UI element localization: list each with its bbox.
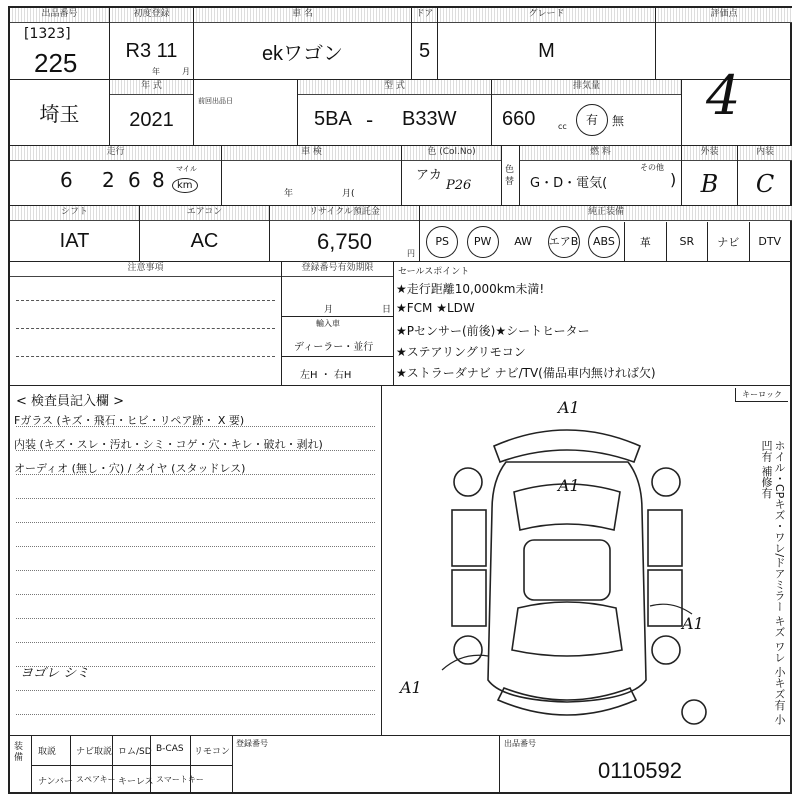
left-front-door-shape — [452, 510, 486, 566]
reg-label: 登録番号有効期限 — [282, 262, 393, 277]
fuel-label: 燃 料 — [520, 146, 681, 161]
first-reg-value: R3 11 — [125, 40, 178, 62]
equipment-list — [422, 222, 790, 261]
exterior-cell — [682, 146, 738, 205]
equipment-item — [750, 222, 790, 261]
divider — [282, 316, 393, 317]
damage-mark: A1 — [558, 398, 580, 417]
accessory-remote: リモコン — [194, 747, 231, 757]
ruled-line — [16, 474, 375, 475]
accessory-nav-manual: ナビ取説 — [76, 747, 113, 757]
mileage-label: 走行 — [10, 146, 221, 161]
grade-value: M — [538, 40, 555, 62]
color-side-cell — [502, 146, 520, 205]
accessory-smart-key: スマートキー — [156, 775, 204, 784]
damage-mark: A1 — [400, 678, 422, 697]
cc-unit: cc — [558, 122, 567, 131]
inspect-cell — [222, 146, 402, 205]
sales-point: ★ストラーダナビ ナビ/TV(備品車内無ければ欠) — [396, 366, 656, 380]
row-header — [10, 8, 790, 80]
handwritten-note: ヨゴレ シミ — [20, 666, 90, 681]
accessory-manual: 取説 — [38, 747, 57, 757]
ac-label: エアコン — [140, 206, 269, 221]
year-unit: 年 — [152, 67, 160, 76]
equipment-item — [625, 222, 666, 261]
exhibit-id: [1323] — [24, 26, 71, 42]
color-side: 色替 — [505, 165, 515, 187]
caution-cell — [10, 262, 282, 385]
ac-value: AC — [190, 230, 219, 252]
row-footer — [10, 736, 790, 794]
accessory-plate: ナンバー — [38, 777, 73, 787]
mileage-digit: 6 — [128, 168, 141, 192]
equipment-label: ナビ — [717, 235, 740, 249]
ruled-line — [16, 450, 375, 451]
exhibit-number: 225 — [34, 48, 78, 78]
inspector-cell — [10, 386, 382, 735]
equipment-label: PW — [467, 226, 499, 258]
inspector-line: Fガラス (キズ・飛石・ヒビ・リペア跡・ X 要) — [14, 414, 245, 427]
doors-value: 5 — [418, 40, 431, 62]
damage-mark: A1 — [558, 476, 580, 495]
sales-point: ★ステアリングリモコン — [396, 345, 526, 359]
caution-label: 注意事項 — [10, 262, 281, 277]
equipment-item — [708, 222, 749, 261]
exterior-grade: B — [700, 169, 719, 198]
rear-window-shape — [512, 602, 622, 656]
turbo-no: 無 — [612, 114, 625, 128]
sales-point: ★FCM ★LDW — [396, 301, 475, 315]
footer-side-cell — [10, 736, 32, 794]
eval-label: 評価点 — [656, 8, 792, 23]
wheel-shape — [454, 468, 482, 496]
grade-cell — [438, 8, 656, 79]
model-dash: - — [366, 108, 374, 132]
caution-line — [16, 328, 275, 329]
equipment-label: PS — [426, 226, 458, 258]
row-spec — [10, 80, 790, 146]
ticket-cell — [500, 736, 792, 794]
caution-line — [16, 300, 275, 301]
doors-cell — [412, 8, 438, 79]
shift-value: IAT — [59, 230, 90, 252]
caution-line — [16, 356, 275, 357]
fuel-value: G・D・電気( — [530, 176, 608, 191]
damage-mark: A1 — [682, 614, 704, 633]
shift-cell — [10, 206, 140, 261]
doors-label: ドア — [412, 8, 437, 23]
ruled-line — [16, 522, 375, 523]
model-label: 型 式 — [298, 80, 491, 95]
mileage-digit: 2 — [102, 168, 115, 192]
year-label: 年 式 — [110, 80, 193, 95]
ticket-number: 0110592 — [598, 758, 683, 783]
model-prefix: 5BA — [314, 108, 352, 130]
equipment-item — [462, 222, 502, 261]
mileage-digit: 8 — [152, 168, 165, 192]
footer-side-label: 装備 — [14, 742, 24, 763]
equipment-item — [503, 222, 543, 261]
auction-sheet — [8, 6, 792, 794]
car-name: ekワゴン — [261, 43, 344, 65]
wheel-shape — [652, 468, 680, 496]
accessory-grid — [32, 736, 232, 794]
sales-point: ★Pセンサー(前後)★シートヒーター — [396, 324, 590, 338]
exhibit-cell — [10, 8, 110, 79]
cc-value: 660 — [502, 108, 536, 130]
equipment-label: エアB — [548, 226, 580, 258]
interior-grade: C — [755, 169, 775, 198]
inspector-line: オーディオ (無し・穴) / タイヤ (スタッドレス) — [14, 462, 246, 475]
equipment-label: AW — [514, 235, 532, 248]
equipment-label: 革 — [639, 235, 651, 249]
key-lock-label: キーロック — [735, 388, 788, 402]
sales-point: ★走行距離10,000km未満! — [396, 282, 545, 296]
car-diagram — [402, 400, 732, 730]
recycle-label: リサイクル預託金 — [270, 206, 419, 221]
region: 埼玉 — [39, 104, 80, 126]
year-value: 2021 — [129, 109, 174, 131]
accessory-keyless: キーレス — [118, 777, 154, 787]
sales-label: セールスポイント — [398, 267, 470, 277]
diagram-cell — [382, 386, 792, 735]
region-cell — [10, 80, 110, 145]
interior-cell — [738, 146, 792, 205]
equipment-label: DTV — [758, 235, 782, 248]
ruled-line — [16, 642, 375, 643]
fuel-other: その他 — [640, 163, 664, 172]
color-label: 色 (Col.No) — [402, 146, 501, 161]
accessory-rom: ロム/SD — [118, 747, 152, 757]
turbo-yes: 有 — [576, 104, 608, 136]
equipment-item — [584, 222, 625, 261]
exterior-label: 外装 — [682, 146, 737, 161]
ruled-line — [16, 498, 375, 499]
recycle-value: 6,750 — [316, 228, 373, 254]
equipment-label: SR — [679, 235, 695, 248]
accessory-bcas: B-CAS — [156, 744, 184, 754]
body-outline-shape — [488, 462, 646, 702]
mark-arrow — [650, 604, 692, 614]
inspector-title: < 検査員記入欄 > — [16, 394, 125, 409]
damage-legend: ホイル・CPキズ・ワレ/ドアミラー キズ ワレ 小キズ有 小凹有 補修有 — [760, 440, 786, 726]
row-notes — [10, 262, 790, 386]
handle-label: 左H ・ 右H — [300, 370, 352, 381]
ruled-line — [16, 426, 375, 427]
yen-unit: 円 — [407, 249, 415, 258]
equipment-item — [667, 222, 708, 261]
equipment-label: ABS — [588, 226, 620, 258]
note-small: 前回出品日 — [198, 97, 233, 105]
cc-label: 排気量 — [492, 80, 681, 95]
unit-mile: マイル — [176, 165, 197, 173]
sales-cell — [394, 262, 792, 385]
equipment-item — [543, 222, 583, 261]
interior-label: 内装 — [738, 146, 792, 161]
ruled-line — [16, 618, 375, 619]
model-cell — [298, 80, 492, 145]
dealer-label: ディーラー・並行 — [294, 342, 374, 353]
registration-cell — [282, 262, 394, 385]
reg-day: 日 — [382, 305, 392, 315]
ruled-line — [16, 594, 375, 595]
import-label: 輸入車 — [316, 319, 340, 328]
divider — [282, 356, 393, 357]
right-rear-door-shape — [648, 570, 682, 626]
accessory-spare-key: スペアキー — [76, 775, 116, 784]
row-inspection — [10, 386, 790, 736]
mileage-cell — [10, 146, 222, 205]
color-value: アカ — [416, 168, 442, 183]
mileage-digit: 6 — [60, 168, 73, 192]
color-cell — [402, 146, 502, 205]
fuel-cell — [520, 146, 682, 205]
ruled-line — [16, 546, 375, 547]
left-rear-door-shape — [452, 570, 486, 626]
unit-km: km — [172, 178, 198, 193]
grade-label: グレード — [438, 8, 655, 23]
ticket-label: 出品番号 — [504, 739, 536, 748]
ruled-line — [16, 570, 375, 571]
recycle-cell — [270, 206, 420, 261]
reg-no-label: 登録番号 — [236, 739, 268, 748]
color-code: P26 — [446, 178, 472, 193]
front-bumper-shape — [494, 430, 640, 462]
car-name-label: 車 名 — [194, 8, 411, 23]
ac-cell — [140, 206, 270, 261]
shift-label: シフト — [10, 206, 139, 221]
note-cell — [194, 80, 298, 145]
model-code: B33W — [402, 108, 457, 130]
spare-wheel-shape — [682, 700, 706, 724]
fuel-close-paren: ) — [670, 170, 677, 189]
exhibit-label: 出品番号 — [10, 8, 109, 23]
row-mileage — [10, 146, 790, 206]
first-reg-label: 初度登録 — [110, 8, 193, 23]
equipment-label: 純正装備 — [420, 206, 792, 221]
roof-shape — [524, 540, 610, 600]
ruled-line — [16, 690, 375, 691]
inspect-label: 車 検 — [222, 146, 401, 161]
first-reg-cell — [110, 8, 194, 79]
row-equipment — [10, 206, 790, 262]
reg-no-cell — [232, 736, 500, 794]
month-unit: 月 — [182, 67, 190, 76]
equipment-cell — [420, 206, 792, 261]
inspect-month: 月( — [342, 189, 355, 199]
year-cell — [110, 80, 194, 145]
mark-arrow — [442, 655, 488, 670]
right-front-door-shape — [648, 510, 682, 566]
ruled-line — [16, 714, 375, 715]
eval-score: 4 — [706, 64, 741, 127]
inspector-line: 内装 (キズ・スレ・汚れ・シミ・コゲ・穴・キレ・破れ・剥れ) — [14, 438, 323, 451]
equipment-item — [422, 222, 462, 261]
cc-cell — [492, 80, 682, 145]
inspect-year: 年 — [284, 189, 294, 199]
reg-month: 月 — [324, 305, 334, 315]
car-name-cell — [194, 8, 412, 79]
wheel-shape — [652, 636, 680, 664]
